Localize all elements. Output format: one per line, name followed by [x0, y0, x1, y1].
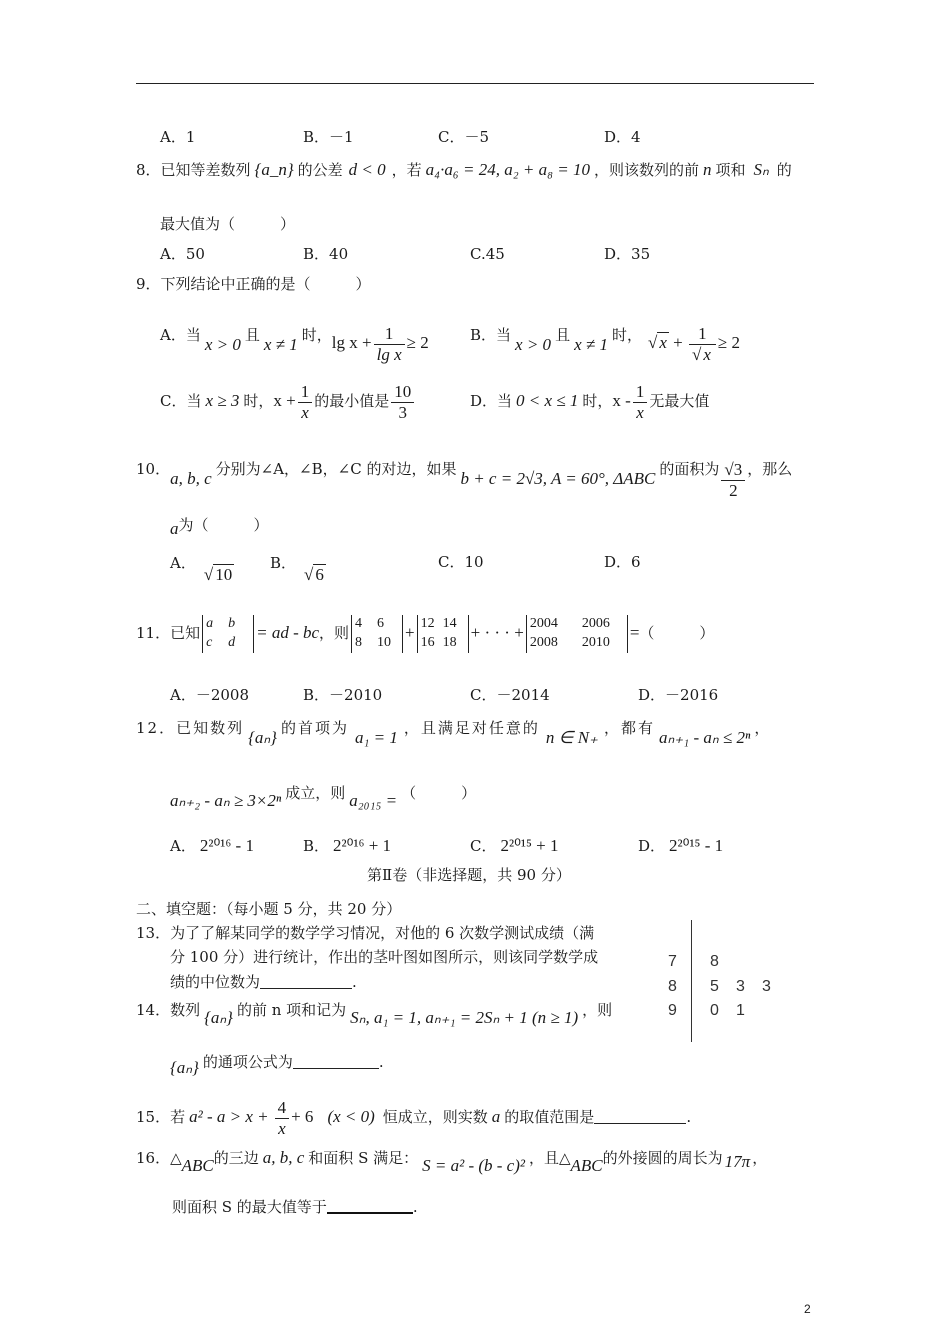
- q14-line2: {aₙ} 的通项公式为 .: [170, 1053, 384, 1077]
- q13-line3: 绩的中位数为 .: [170, 973, 357, 991]
- q8-option-d: D．35: [604, 245, 651, 263]
- question-9: 9．下列结论中正确的是（ ）: [136, 275, 371, 293]
- page-number: 2: [804, 1302, 811, 1316]
- q8-seq: {a_n}: [254, 160, 294, 179]
- q11-option-b: B．－2010: [303, 686, 383, 704]
- q12-option-d: D． 2²⁰¹⁵ - 1: [638, 836, 724, 855]
- q13-answer-blank[interactable]: [260, 974, 352, 989]
- q8-option-b: B．40: [303, 245, 349, 263]
- stem-9: 9: [668, 1002, 677, 1019]
- q9-option-b: B．当 x > 0 且 x ≠ 1 时， √ x + $\frac{1}{√ x}$ ≥ 2: [470, 324, 740, 364]
- stem-7: 7: [668, 953, 677, 970]
- q8-n: n: [703, 160, 712, 179]
- q10-line2: a为（ ）: [170, 516, 269, 538]
- leaf-8-2: 3: [736, 978, 745, 995]
- q14-answer-blank[interactable]: [293, 1054, 379, 1069]
- leaf-7-1: 8: [710, 953, 719, 970]
- leaf-9-2: 1: [736, 1002, 745, 1019]
- q8-text5: 的: [776, 161, 792, 179]
- leaf-8-3: 3: [762, 978, 771, 995]
- question-8: [136, 160, 792, 180]
- header-rule: [136, 83, 814, 84]
- question-15: 15．若 a² - a > x + $\frac{4}{x}$ + 6 (x < 0) 恒成立，则实数 a 的取值范围是 .: [136, 1098, 692, 1138]
- q7-option-a: A．1: [160, 128, 196, 146]
- question-11: 11．已知a b c d= ad - bc，则4 6 8 10+ 12 14 16 18+ · · · + 2004 2006 2008 2010=（ ）: [136, 615, 714, 653]
- q15-answer-blank[interactable]: [594, 1109, 686, 1124]
- q12-line2: aₙ₊₂ - aₙ ≥ 3×2ⁿ 成立，则 a₂₀₁₅ = （ ）: [170, 784, 477, 810]
- stem-leaf-divider: [691, 920, 692, 1042]
- q16-line2: 则面积 S 的最大值等于 .: [172, 1198, 418, 1216]
- leaf-8-1: 5: [710, 978, 719, 995]
- q8-cond: d < 0: [348, 160, 386, 179]
- q8-lead: 8．已知等差数列: [136, 161, 251, 179]
- q8-eq: a₄·a₆ = 24, a₂ + a₈ = 10: [425, 160, 590, 179]
- fill-in-section-title: 二、填空题：（每小题 5 分，共 20 分）: [136, 900, 402, 918]
- q9-option-d: D．当 0 < x ≤ 1 时，x - $\frac{1}{x}$ 无最大值: [470, 382, 710, 422]
- q7-option-c: C．－5: [438, 128, 490, 146]
- q8-s: Sₙ: [753, 160, 769, 179]
- q10-option-c: C．10: [438, 553, 484, 571]
- q9-option-c: C．当 x ≥ 3 时，x + $\frac{1}{x}$ 的最小值是 $\frac{10}{3}$: [160, 382, 416, 422]
- q10-option-b: B．√ 6: [270, 554, 324, 584]
- q11-option-c: C．－2014: [470, 686, 550, 704]
- q11-option-d: D．－2016: [638, 686, 719, 704]
- q11-option-a: A．－2008: [170, 686, 250, 704]
- q10-option-a: A．√ 10: [170, 554, 233, 584]
- question-16: 16．△ABC的三边 a, b, c 和面积 S 满足： S = a² - (b - c)² ，且△ABC的外接圆的周长为 17π ，: [136, 1148, 768, 1175]
- q12-option-b: B． 2²⁰¹⁶ + 1: [303, 836, 392, 855]
- q7-option-d: D．4: [604, 128, 641, 146]
- q8-text4: 项和: [715, 161, 746, 179]
- section-2-title: 第Ⅱ卷（非选择题，共 90 分）: [367, 866, 571, 884]
- q8-line2: 最大值为（ ）: [160, 215, 296, 233]
- q8-text: 的公差: [297, 161, 343, 179]
- q13-line2: 分 100 分）进行统计，作出的茎叶图如图所示，则该同学数学成: [170, 948, 599, 966]
- q7-option-b: B．－1: [303, 128, 354, 146]
- q12-option-c: C． 2²⁰¹⁵ + 1: [470, 836, 559, 855]
- q9-option-a: A．当 x > 0 且 x ≠ 1 时，lg x + $\frac{1}{\text{lg x}}$ ≥ 2: [160, 324, 429, 364]
- question-12: 12．已知数列 {aₙ} 的首项为 a₁ = 1 ，且满足对任意的 n ∈ N₊ ，都有 aₙ₊₁ - aₙ ≤ 2ⁿ ，: [136, 719, 772, 747]
- question-10: 10．a, b, c 分别为∠A，∠B，∠C 的对边，如果 b + c = 2√3, A = 60°, ΔABC 的面积为 $\frac{√3}{2}$ ，那么: [136, 460, 793, 500]
- q8-text2: ，若: [391, 161, 422, 179]
- q8-option-a: A．50: [160, 245, 205, 263]
- q13-line1: 13．为了了解某同学的数学学习情况，对他的 6 次数学测试成绩（满: [136, 924, 595, 942]
- question-14: 14．数列 {aₙ} 的前 n 项和记为 Sₙ, a₁ = 1, aₙ₊₁ = 2Sₙ + 1 (n ≥ 1) ，则: [136, 1001, 613, 1027]
- q8-option-c: C.45: [470, 245, 505, 263]
- q16-answer-blank[interactable]: [327, 1198, 413, 1214]
- q10-option-d: D．6: [604, 553, 641, 571]
- leaf-9-1: 0: [710, 1002, 719, 1019]
- q12-option-a: A． 2²⁰¹⁶ - 1: [170, 836, 254, 855]
- stem-8: 8: [668, 978, 677, 995]
- q8-text3: ，则该数列的前: [593, 161, 699, 179]
